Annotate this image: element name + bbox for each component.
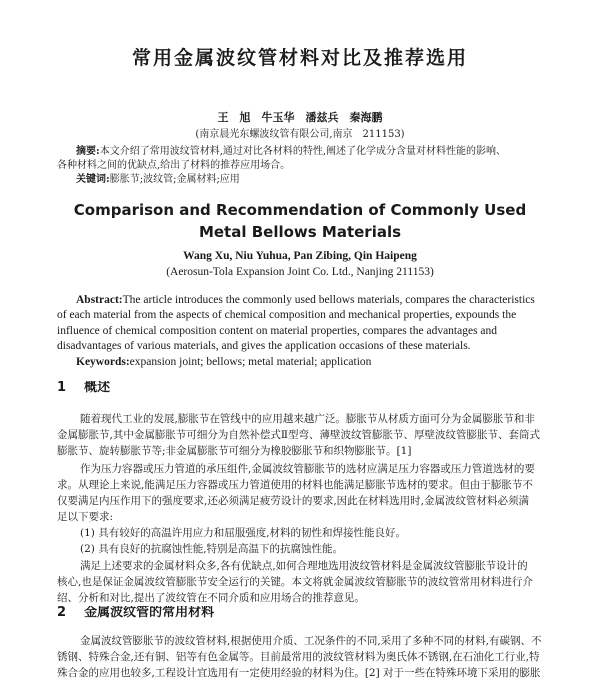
keywords-en: Keywords:expansion joint; bellows; metal material; application: [76, 356, 372, 368]
paragraph-line: 膨胀节、旋转膨胀节等;非金属膨胀节可细分为橡胶膨胀节和织物膨胀节。[1]: [57, 445, 412, 457]
paragraph-line: 绍、分析和对比,提出了波纹管在不同介质和应用场合的推荐意见。: [57, 592, 365, 604]
abstract-en-line: disadvantages of various materials, and gives the application occasions of these materials.: [57, 340, 471, 352]
paragraph-line: 足以下要求:: [57, 511, 114, 523]
paragraph-line: (2) 具有良好的抗腐蚀性能,特别是高温下的抗腐蚀性能。: [80, 543, 344, 555]
keywords-cn: 关键词:膨胀节;波纹管;金属材料;应用: [76, 174, 240, 185]
section-1-heading: 1 概述: [57, 381, 111, 395]
abstract-en-line: Abstract:The article introduces the commonly used bellows materials, compares the characteristics: [76, 294, 535, 306]
paragraph-line: 金属波纹管膨胀节的波纹管材料,根据使用介质、工况条件的不同,采用了多种不同的材料,有碳钢、不: [80, 635, 542, 647]
authors-cn: 王 旭 牛玉华 潘兹兵 秦海鹏: [217, 111, 383, 124]
paragraph-line: 随着现代工业的发展,膨胀节在管线中的应用越来越广泛。膨胀节从材质方面可分为金属膨胀节和非: [80, 413, 535, 425]
abstract-en-line: of each material from the aspects of chemical composition and mechanical properties, expounds the: [57, 309, 517, 321]
abstract-en-line: influence of chemical composition content on material properties, compares the advantages and: [57, 325, 498, 337]
paragraph-line: 锈钢、特殊合金,还有铜、铝等有色金属等。目前最常用的波纹管材料为奥氏体不锈钢,在石油化工行业,特: [57, 651, 540, 663]
abstract-cn-label: 摘要:: [76, 146, 100, 157]
paragraph-line: 金属膨胀节,其中金属膨胀节可细分为自然补偿式Ⅱ型弯、薄壁波纹管膨胀节、厚壁波纹管膨胀节、套筒式: [57, 429, 540, 441]
authors-en: Wang Xu, Niu Yuhua, Pan Zibing, Qin Haipeng: [183, 250, 417, 262]
paragraph-line: (1) 具有较好的高温许用应力和屈服强度,材料的韧性和焊接性能良好。: [80, 527, 407, 539]
paper-title-en-line2: Metal Bellows Materials: [198, 223, 402, 241]
affiliation-en: (Aerosun-Tola Expansion Joint Co. Ltd., Nanjing 211153): [166, 266, 434, 278]
paragraph-line: 核心,也是保证金属波纹管膨胀节安全运行的关键。本文将就金属波纹管膨胀节的波纹管常用材料进行介: [57, 576, 533, 588]
paragraph-line: 仅要满足内压作用下的强度要求,还必须满足疲劳设计的要求,因此在材料选用时,金属波纹管材料必须满: [57, 495, 530, 507]
paragraph-line: 满足上述要求的金属材料众多,各有优缺点,如何合理地选用波纹管材料是金属波纹管膨胀节设计的: [80, 560, 528, 572]
paragraph-line: 作为压力容器或压力管道的承压组件,金属波纹管膨胀节的选材应满足压力容器或压力管道选材的要: [80, 463, 535, 475]
paragraph-line: 殊合金的应用也较多,工程设计宜选用有一定使用经验的材料为住。[2] 对于一些在特殊环境下采用的膨胀: [57, 667, 541, 679]
paper-title-cn: 常用金属波纹管材料对比及推荐选用: [131, 47, 468, 69]
paper-title-en-line1: Comparison and Recommendation of Commonly Used: [73, 201, 527, 219]
section-2-heading: 2 金属波纹管的常用材料: [57, 606, 215, 620]
abstract-cn-line: 摘要:本文介绍了常用波纹管材料,通过对比各材料的特性,阐述了化学成分含量对材料性能的影响、: [76, 146, 507, 157]
abstract-cn-line: 各种材料之间的优缺点,给出了材料的推荐应用场合。: [57, 160, 291, 171]
paragraph-line: 求。从理论上来说,能满足压力容器或压力管道使用的材料也能满足膨胀节选材的要求。但由于膨胀节不: [57, 479, 533, 491]
affiliation-cn: (南京晨光东螺波纹管有限公司,南京 211153): [195, 129, 405, 140]
